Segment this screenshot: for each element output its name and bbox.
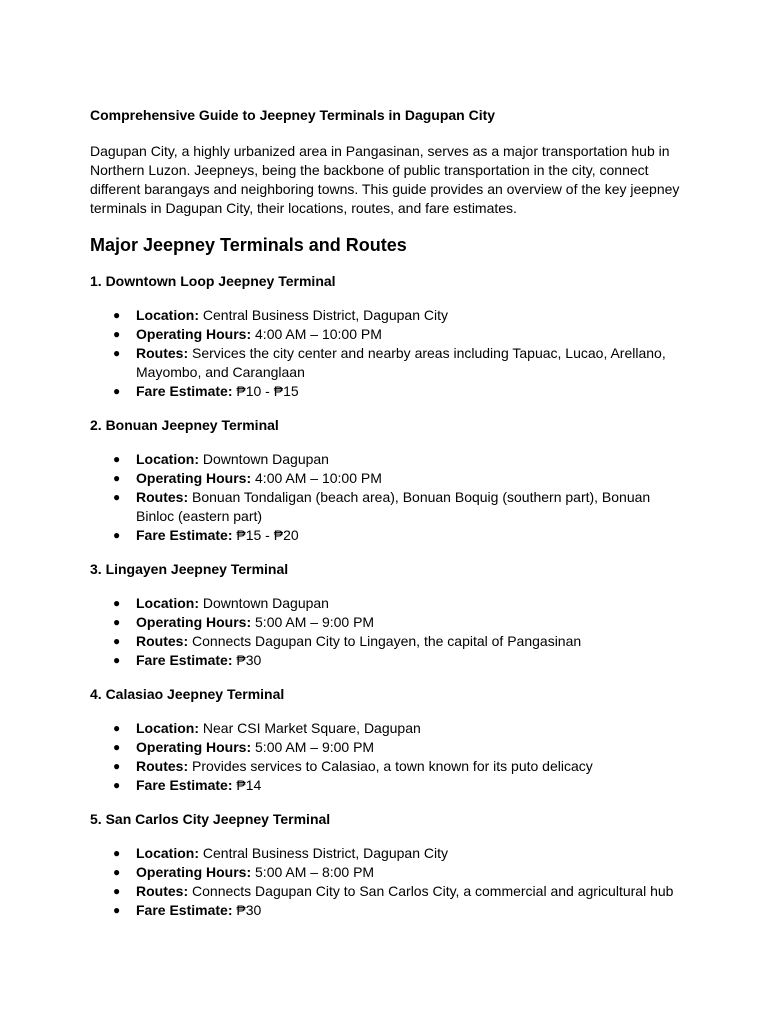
list-item [90, 526, 690, 545]
terminal-heading: 5. San Carlos City Jeepney Terminal [90, 811, 331, 827]
detail-value: 5:00 AM – 9:00 PM [251, 739, 375, 755]
detail-value: ₱30 [232, 902, 262, 918]
bullet-icon: ● [113, 308, 121, 322]
detail-label: Routes: [136, 345, 189, 361]
list-item [90, 863, 690, 882]
document-title: Comprehensive Guide to Jeepney Terminals in Dagupan City [90, 107, 496, 123]
detail-value: 4:00 AM – 10:00 PM [251, 470, 382, 486]
bullet-icon: ● [113, 634, 121, 648]
list-item [90, 488, 690, 526]
terminal-details-list [90, 594, 690, 670]
detail-label: Routes: [136, 758, 189, 774]
detail-value: ₱15 - ₱20 [232, 527, 299, 543]
detail-label: Location: [136, 307, 199, 323]
list-item [90, 844, 690, 863]
list-item [90, 306, 690, 325]
terminal-details-list [90, 719, 690, 795]
list-item [90, 613, 690, 632]
terminal-section-san-carlos [90, 810, 690, 920]
bullet-icon: ● [113, 346, 121, 360]
detail-value: Services the city center and nearby areas including Tapuac, Lucao, Arellano, Mayombo, and Caranglaan [136, 345, 666, 380]
detail-value: Near CSI Market Square, Dagupan [199, 720, 421, 736]
list-item [90, 382, 690, 401]
detail-value: Central Business District, Dagupan City [199, 307, 448, 323]
detail-label: Location: [136, 451, 199, 467]
bullet-icon: ● [113, 490, 121, 504]
bullet-icon: ● [113, 740, 121, 754]
detail-label: Fare Estimate: [136, 777, 233, 793]
bullet-icon: ● [113, 615, 121, 629]
detail-value: Connects Dagupan City to Lingayen, the capital of Pangasinan [188, 633, 582, 649]
bullet-icon: ● [113, 778, 121, 792]
list-item [90, 901, 690, 920]
terminal-details-list [90, 844, 690, 920]
bullet-icon: ● [113, 759, 121, 773]
detail-value: 5:00 AM – 9:00 PM [251, 614, 375, 630]
list-item [90, 757, 690, 776]
list-item [90, 651, 690, 670]
bullet-icon: ● [113, 452, 121, 466]
bullet-icon: ● [113, 596, 121, 610]
terminal-heading: 4. Calasiao Jeepney Terminal [90, 686, 285, 702]
detail-label: Routes: [136, 489, 189, 505]
bullet-icon: ● [113, 884, 121, 898]
detail-value: 4:00 AM – 10:00 PM [251, 326, 382, 342]
bullet-icon: ● [113, 471, 121, 485]
terminal-heading: 3. Lingayen Jeepney Terminal [90, 561, 289, 577]
intro-paragraph: Dagupan City, a highly urbanized area in Pangasinan, serves as a major transportation hub in Northern Luzon. Jeepneys, being the backbone of public transportation in the city, connect different barangays and neighboring towns. This guide provides an overview of the key jeepney terminals in Dagupan City, their locations, routes, and fare estimates. [90, 143, 680, 216]
terminal-heading: 1. Downtown Loop Jeepney Terminal [90, 273, 336, 289]
detail-value: ₱30 [232, 652, 262, 668]
list-item [90, 450, 690, 469]
list-item [90, 344, 690, 382]
terminal-heading: 2. Bonuan Jeepney Terminal [90, 417, 279, 433]
bullet-icon: ● [113, 721, 121, 735]
list-item [90, 719, 690, 738]
detail-label: Location: [136, 845, 199, 861]
detail-value: Provides services to Calasiao, a town known for its puto delicacy [188, 758, 593, 774]
bullet-icon: ● [113, 384, 121, 398]
detail-label: Operating Hours: [136, 326, 252, 342]
detail-label: Fare Estimate: [136, 527, 233, 543]
detail-label: Operating Hours: [136, 470, 252, 486]
detail-label: Location: [136, 595, 199, 611]
section-heading: Major Jeepney Terminals and Routes [90, 235, 407, 255]
detail-label: Operating Hours: [136, 739, 252, 755]
list-item [90, 632, 690, 651]
detail-value: Bonuan Tondaligan (beach area), Bonuan Boquig (southern part), Bonuan Binloc (eastern part) [136, 489, 651, 524]
detail-label: Fare Estimate: [136, 383, 233, 399]
bullet-icon: ● [113, 903, 121, 917]
detail-label: Fare Estimate: [136, 902, 233, 918]
bullet-icon: ● [113, 865, 121, 879]
list-item [90, 325, 690, 344]
bullet-icon: ● [113, 327, 121, 341]
list-item [90, 776, 690, 795]
detail-label: Operating Hours: [136, 864, 252, 880]
detail-value: Central Business District, Dagupan City [199, 845, 448, 861]
list-item [90, 594, 690, 613]
detail-value: 5:00 AM – 8:00 PM [251, 864, 375, 880]
terminal-section-lingayen [90, 560, 690, 670]
detail-label: Location: [136, 720, 199, 736]
detail-label: Routes: [136, 633, 189, 649]
terminal-section-bonuan [90, 416, 690, 545]
bullet-icon: ● [113, 846, 121, 860]
detail-label: Operating Hours: [136, 614, 252, 630]
list-item [90, 882, 690, 901]
terminal-details-list [90, 450, 690, 545]
terminal-section-downtown-loop [90, 272, 690, 401]
list-item [90, 738, 690, 757]
bullet-icon: ● [113, 653, 121, 667]
detail-value: ₱14 [232, 777, 262, 793]
detail-label: Routes: [136, 883, 189, 899]
list-item [90, 469, 690, 488]
detail-value: ₱10 - ₱15 [232, 383, 299, 399]
terminal-section-calasiao [90, 685, 690, 795]
detail-label: Fare Estimate: [136, 652, 233, 668]
detail-value: Downtown Dagupan [199, 595, 329, 611]
detail-value: Connects Dagupan City to San Carlos City, a commercial and agricultural hub [188, 883, 674, 899]
terminal-details-list [90, 306, 690, 401]
detail-value: Downtown Dagupan [199, 451, 329, 467]
bullet-icon: ● [113, 528, 121, 542]
